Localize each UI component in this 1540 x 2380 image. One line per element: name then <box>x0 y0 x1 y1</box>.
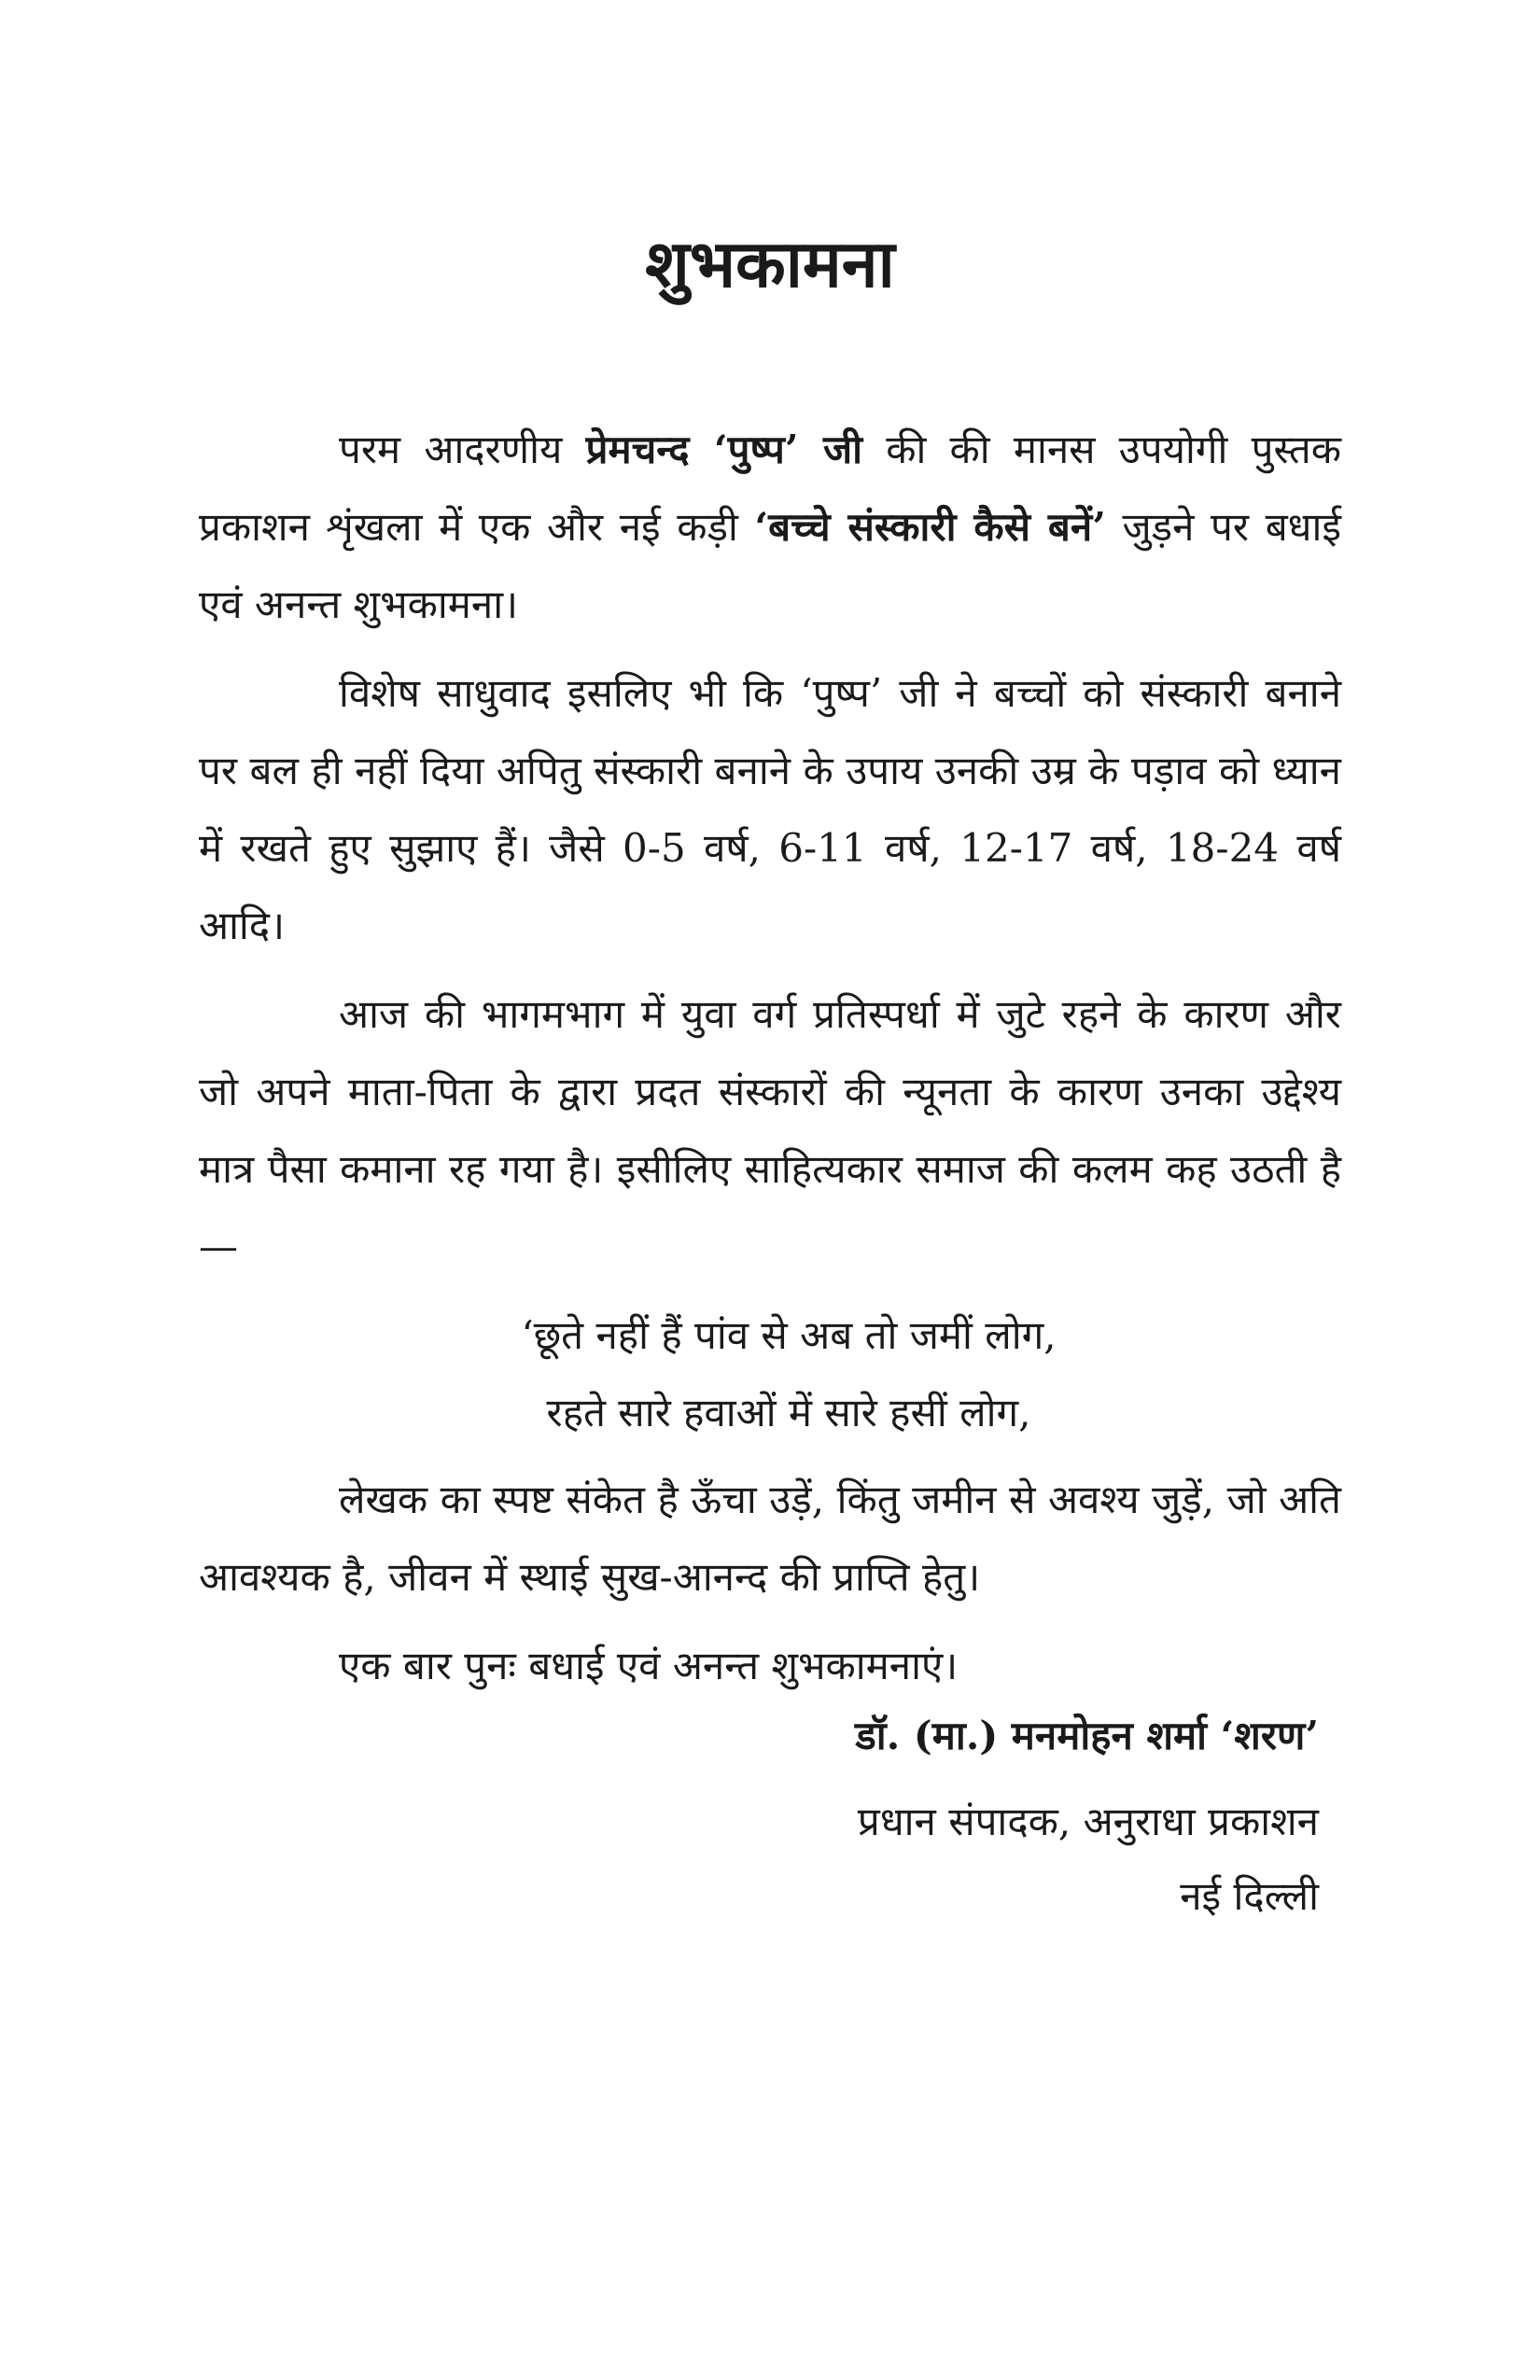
verse-line-2: रहते सारे हवाओं में सारे हसीं लोग, <box>546 1390 1031 1435</box>
paragraph-3: आज की भागमभाग में युवा वर्ग प्रतिस्पर्धा में जुटे रहने के कारण और जो अपने माता-पिता के द्वारा प्रदत संस्कारों की न्यूनता के कारण उनका उद्देश्य मात्र पैसा कमाना रह गया है। इसीलिए साहित्यकार समाज की कलम कह उठती है — <box>199 991 1341 1269</box>
paragraph-5: एक बार पुनः बधाई एवं अनन्त शुभकामनाएं। <box>339 1643 959 1688</box>
paragraph-1-text-a: परम आदरणीय <box>339 427 586 472</box>
paragraph-4: लेखक का स्पष्ट संकेत है ऊँचा उड़ें, किंतु जमीन से अवश्य जुड़ें, जो अति आवश्यक है, जीवन में स्थाई सुख-आनन्द की प्राप्ति हेतु। <box>199 1477 1341 1600</box>
signatory-name: डॉ. (मा.) मनमोहन शर्मा ‘शरण’ <box>855 1713 1319 1758</box>
author-name: प्रेमचन्द ‘पुष्प’ जी <box>585 427 862 472</box>
paragraph-2: विशेष साधुवाद इसलिए भी कि ‘पुष्प’ जी ने बच्चों को संस्कारी बनाने पर बल ही नहीं दिया अपितु संस्कारी बनाने के उपाय उनकी उम्र के पड़ाव को ध्यान में रखते हुए सुझाए हैं। जैसे 0-5 वर्ष, 6-11 वर्ष, 12-17 वर्ष, 18-24 वर्ष आदि। <box>199 670 1341 948</box>
signatory-city: नई दिल्ली <box>1180 1873 1319 1919</box>
paragraph-1 <box>199 411 1341 643</box>
body-text <box>199 411 1341 1715</box>
signature-block <box>199 1699 1319 1934</box>
signatory-designation: प्रधान संपादक, अनुराधा प्रकाशन <box>857 1799 1319 1844</box>
paragraph-1-text-b: की की मानस उपयोगी पुस्तक प्रकाशन शृंखला में एक और नई कड़ी <box>199 427 1341 550</box>
verse-block <box>199 1296 1341 1451</box>
book-title: ‘बच्चे संस्कारी कैसे बनें’ <box>754 504 1106 550</box>
page-title: शुभकामना <box>645 225 895 302</box>
verse-line-1: ‘छूते नहीं हैं पांव से अब तो जमीं लोग, <box>521 1312 1057 1358</box>
paragraph-1-text-c: जुड़ने पर बधाई एवं अनन्त शुभकामना। <box>199 504 1342 627</box>
